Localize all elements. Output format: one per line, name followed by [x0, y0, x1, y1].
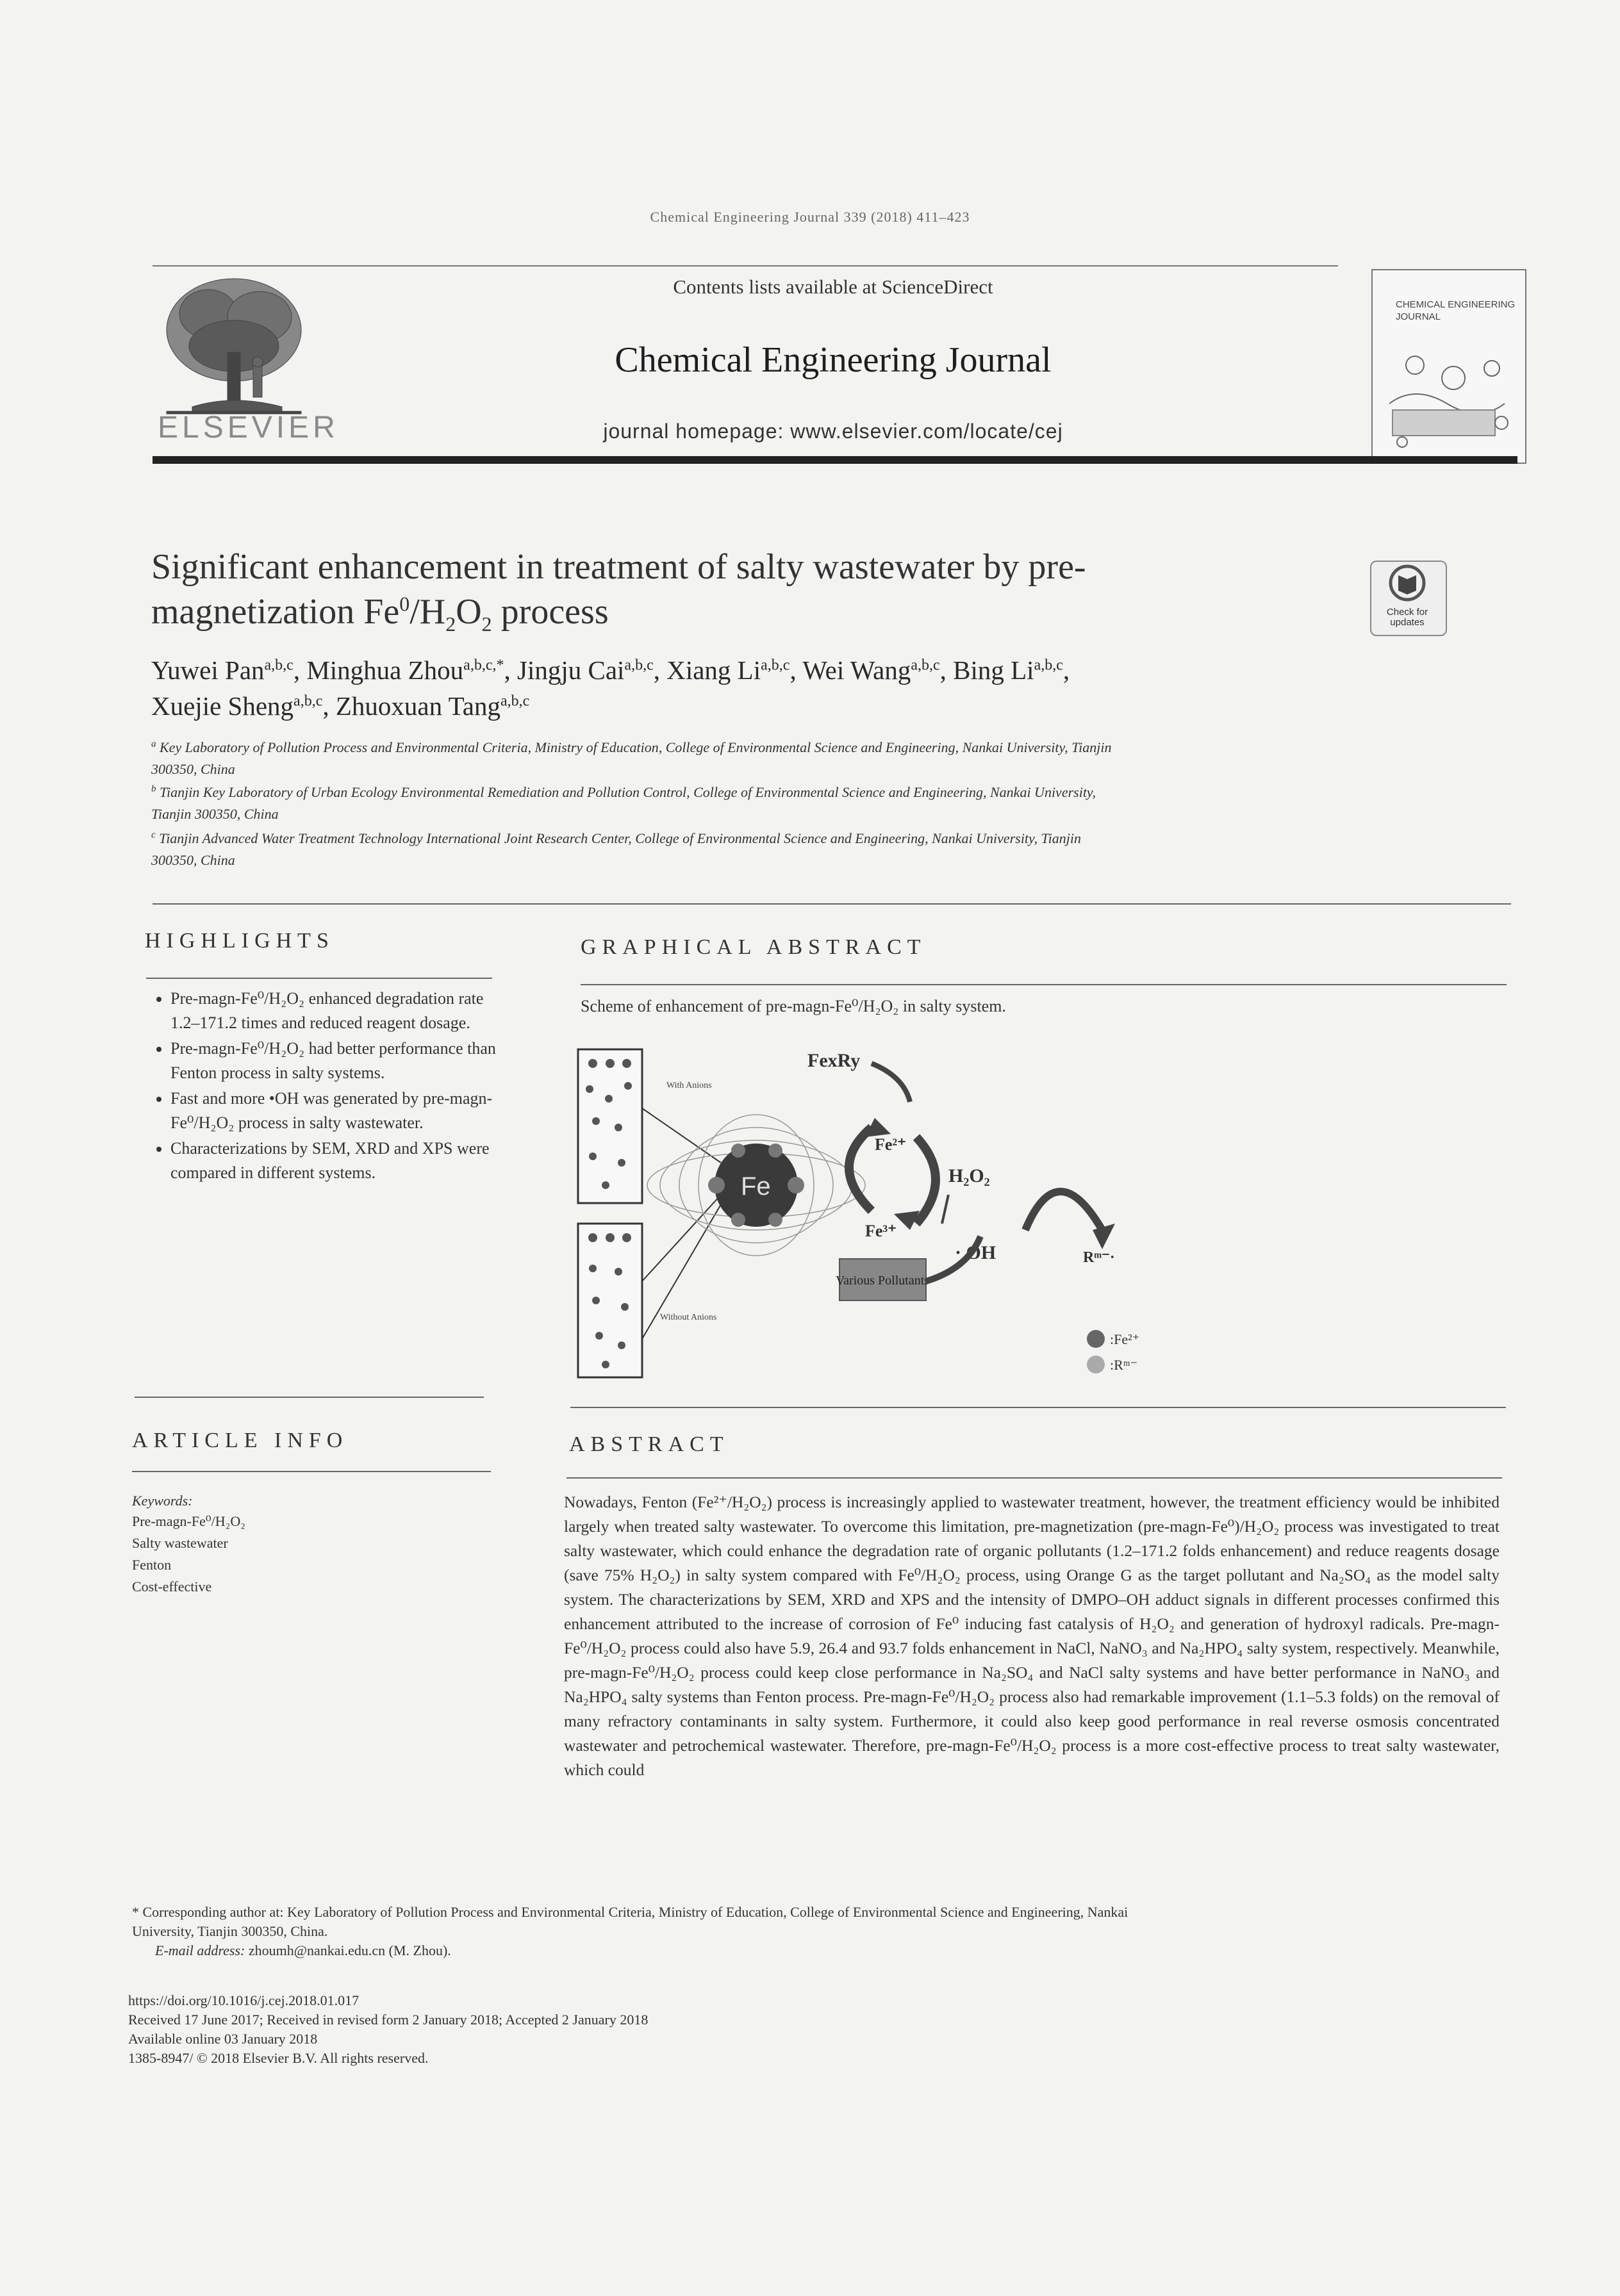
legend-rm-label: :Rᵐ⁻ — [1110, 1357, 1138, 1373]
header-top-rule — [153, 265, 1338, 266]
beaker-with-anions — [578, 1049, 642, 1203]
legend-fe2-label: :Fe²⁺ — [1110, 1331, 1140, 1347]
article-info-heading: ARTICLE INFO — [132, 1429, 349, 1452]
journal-name: Chemical Engineering Journal — [615, 340, 1052, 380]
running-head: Chemical Engineering Journal 339 (2018) 411–423 — [650, 209, 970, 225]
graphical-abstract-caption: Scheme of enhancement of pre-magn-Fe⁰/H₂O₂ in salty system. — [581, 997, 1006, 1015]
affiliation-b: $^b$ Tianjin Key Laboratory of Urban Ecology Environmental Remediation and Pollution Control, College of Environmental Science and Engineering, Nankai University, Tianjin 300350, China — [151, 783, 1096, 822]
author-affiliation-marks: a,b,c — [761, 657, 790, 674]
highlight-item: • Pre-magn-Fe⁰/H₂O₂ had better performance than Fenton process in salty systems. — [170, 1037, 517, 1085]
abstract-heading: ABSTRACT — [569, 1432, 729, 1456]
keyword-item: Fenton — [132, 1557, 172, 1573]
highlight-item: • Fast and more •OH was generated by pre-magn-Fe⁰/H₂O₂ process in salty wastewater. — [170, 1086, 517, 1135]
author-affiliation-marks: a,b,c — [911, 657, 940, 674]
author-affiliation-marks: a,b,c — [1034, 657, 1063, 674]
beaker-without-anions — [578, 1224, 642, 1377]
title-line-1: Significant enhancement in treatment of salty wastewater by pre- — [151, 547, 1086, 587]
author-name[interactable]: Xiang Li — [666, 655, 761, 685]
graphical-abstract-bottom-rule — [570, 1407, 1506, 1408]
copyright-line: 1385-8947/ © 2018 Elsevier B.V. All rights reserved. — [128, 2050, 429, 2066]
keywords-label: Keywords: — [132, 1493, 193, 1509]
check-for-updates-label: Check for updates — [1386, 607, 1428, 628]
fe3-label: Fe³⁺ — [865, 1222, 897, 1240]
keyword-item: Pre-magn-Fe⁰/H₂O₂ — [132, 1513, 245, 1529]
keyword-item: Salty wastewater — [132, 1535, 228, 1551]
affiliation-c: $^c$ Tianjin Advanced Water Treatment Technology International Joint Research Center, College of Environmental Science and Engineering, Nankai University, Tianjin 300350, China — [151, 830, 1081, 868]
author-affiliation-marks: a,b,c — [264, 657, 293, 674]
contents-line: Contents lists available at ScienceDirect — [673, 275, 993, 298]
doi-link[interactable]: https://doi.org/10.1016/j.cej.2018.01.017 — [128, 1992, 360, 2008]
highlight-item: • Characterizations by SEM, XRD and XPS were compared in different systems. — [170, 1136, 517, 1185]
article-title — [151, 545, 1369, 634]
h2o2-label: H₂O₂ — [948, 1165, 990, 1186]
elsevier-wordmark: ELSEVIER — [158, 411, 339, 445]
abstract-rule — [566, 1477, 1502, 1479]
oh-label: · OH — [955, 1242, 996, 1263]
affiliation-a: $^a$ Key Laboratory of Pollution Process and Environmental Criteria, Ministry of Education, College of Environmental Science and Engineering, Nankai University, Tianjin 300350, China — [151, 739, 1112, 777]
rm-label: Rᵐ⁻· — [1083, 1249, 1115, 1266]
abstract-body: Nowadays, Fenton (Fe²⁺/H₂O₂) process is increasingly applied to wastewater treatment, however, the treatment efficiency would be inhibited largely when treated salty wastewater. To overcome this limitation, pre-magnetization (pre-magn-Fe⁰)/H₂O₂ process was investigated to treat salty wastewater, which could enhance the degradation rate of organic pollutants (1.2–171.2 folds enhancement) and reduce reagents dosage (save 75% H₂O₂) in salty system compared with Fe⁰/H₂O₂ process, using Orange G as the target pollutant and Na₂SO₄ as the model salty system. The characterizations by SEM, XRD and XPS and the intensity of DMPO–OH adduct signals in different processes confirmed this enhancement attributed to the increase of corrosion of Fe⁰ inducing fast catalysis of H₂O₂ and generation of hydroxyl radicals. Pre-magn-Fe⁰/H₂O₂ process could also have 5.9, 26.4 and 93.7 folds enhancement in NaCl, NaNO₃ and Na₂HPO₄ salty system, respectively. Meanwhile, pre-magn-Fe⁰/H₂O₂ process could keep close performance in Na₂SO₄ and NaCl salty systems and have better performance in NaNO₃ and Na₂HPO₄ salty systems than Fenton process. Pre-magn-Fe⁰/H₂O₂ process also had remarkable improvement (1.1–5.3 folds) on the removal of many refractory contaminants in salty system. Furthermore, it could also keep good performance in real reverse osmosis concentrated wastewater and petrochemical wastewater. Therefore, pre-magn-Fe⁰/H₂O₂ process is a more cost-effective process to treat salty wastewater, which could — [564, 1493, 1500, 1779]
email-link[interactable]: zhoumh@nankai.edu.cn (M. Zhou). — [248, 1942, 451, 1958]
cover-artwork — [1376, 346, 1519, 455]
graphical-abstract-figure — [570, 1038, 1467, 1397]
received-dates: Received 17 June 2017; Received in revised form 2 January 2018; Accepted 2 January 2018 — [128, 2012, 649, 2028]
author-name[interactable]: Zhuoxuan Tang — [335, 691, 500, 721]
cover-title: CHEMICAL ENGINEERING JOURNAL — [1396, 299, 1516, 322]
author-name[interactable]: Bing Li — [953, 655, 1034, 685]
legend-rm-dot — [1087, 1356, 1105, 1374]
corresponding-author-note: * Corresponding author at: Key Laboratory of Pollution Process and Environmental Criteria, Ministry of Education, College of Environmental Science and Engineering, Nankai University, Tianjin 300350, China. E-mail address: zhoumh@nankai.edu.cn (M. Zhou). — [132, 1904, 1128, 1958]
author-name[interactable]: Xuejie Sheng — [151, 691, 294, 721]
author-affiliation-marks: a,b,c — [293, 693, 323, 710]
pollutants-label: Various Pollutants — [835, 1274, 930, 1288]
highlights-heading: HIGHLIGHTS — [145, 929, 335, 953]
cycle-arrow-left — [849, 1128, 872, 1211]
publication-info — [128, 1991, 1282, 2068]
author-affiliation-marks: a,b,c — [500, 693, 530, 710]
cycle-arrow-right — [916, 1137, 936, 1224]
journal-homepage: journal homepage: www.elsevier.com/locate/cej — [603, 420, 1063, 443]
author-name[interactable]: Wei Wang — [802, 655, 911, 685]
graphical-abstract-rule — [581, 984, 1507, 985]
graphical-abstract-heading: GRAPHICAL ABSTRACT — [581, 935, 927, 959]
oh-arrow — [1025, 1192, 1102, 1230]
title-line-2: magnetization $Fe^0/H_2O_2$ process — [151, 592, 609, 636]
highlights-rule — [146, 978, 492, 979]
article-info-rule — [132, 1471, 491, 1472]
fe-label: Fe — [741, 1172, 771, 1201]
author-name[interactable]: Jingju Cai — [517, 655, 625, 685]
highlight-item: • Pre-magn-Fe⁰/H₂O₂ enhanced degradation rate 1.2–171.2 times and reduced reagent dosage. — [170, 987, 517, 1035]
author-name[interactable]: Yuwei Pan — [151, 655, 265, 685]
highlights-list — [151, 987, 517, 1186]
author-name[interactable]: Minghua Zhou — [306, 655, 464, 685]
legend-fe2-dot — [1087, 1330, 1105, 1348]
fe2-label: Fe²⁺ — [875, 1135, 906, 1154]
affiliation-rule — [153, 903, 1511, 905]
fexry-label: FexRy — [807, 1050, 861, 1071]
highlights-bottom-rule — [135, 1397, 484, 1398]
author-affiliation-marks: a,b,c — [624, 657, 654, 674]
keyword-item: Cost-effective — [132, 1578, 212, 1595]
label-with-anions: With Anions — [666, 1081, 712, 1090]
check-updates-icon — [1385, 564, 1429, 603]
author-affiliation-marks: a,b,c,* — [463, 657, 504, 674]
label-without-anions: Without Anions — [660, 1313, 717, 1322]
available-online: Available online 03 January 2018 — [128, 2031, 318, 2047]
header-thick-rule — [153, 456, 1517, 464]
author-list: Yuwei Pan$^{a,b,c}$, Minghua Zhou$^{a,b,c,*}$, Jingju Cai$^{a,b,c}$, Xiang Li$^{a,b,c}$, Wei Wang$^{a,b,c}$, Bing Li$^{a,b,c}$, Xuejie Sheng$^{a,b,c}$, Zhuoxuan Tang$^{a,b,c}$ — [151, 655, 1070, 721]
